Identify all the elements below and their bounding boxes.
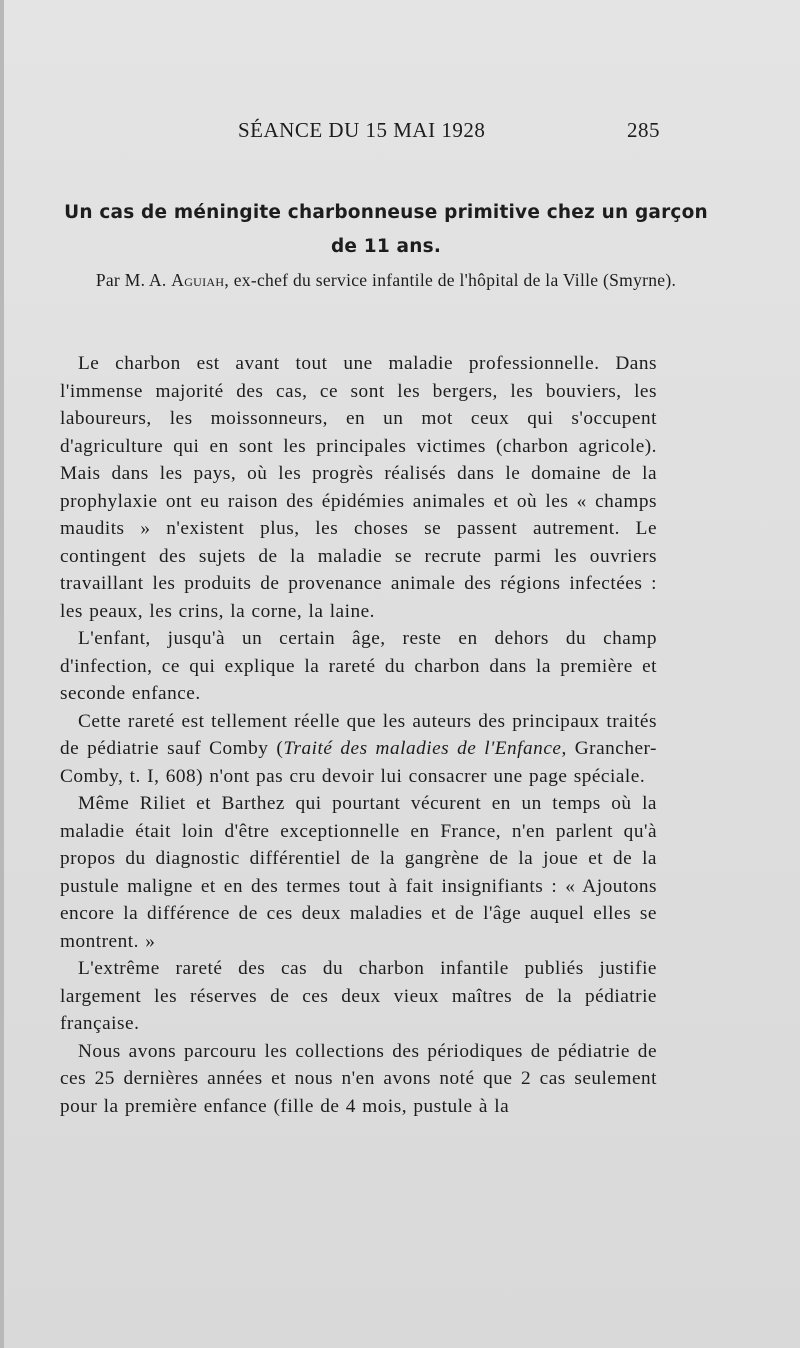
article-title: Un cas de méningite charbonneuse primitive chez un garçon de 11 ans. — [64, 202, 708, 257]
author-name: Aguiah — [171, 270, 225, 290]
running-head — [60, 118, 660, 148]
running-title: SÉANCE DU 15 MAI 1928 — [238, 118, 486, 142]
paragraph-1: Le charbon est avant tout une maladie professionnelle. Dans l'immense majorité des cas, ce sont les bergers, les bouviers, les laboureurs, les moissonneurs, en un mot ceux qui s'occupent d'agriculture qui en sont les principales victimes (charbon agricole). Mais dans les pays, où les progrès réalisés dans le domaine de la prophylaxie ont eu raison des épidémies animales et où les « champs maudits » n'existent plus, les choses se passent autrement. Le contingent des sujets de la maladie se recrute parmi les ouvriers travaillant les produits de provenance animale des régions infectées : les peaux, les crins, la corne, la laine. — [60, 353, 657, 622]
book-title-citation: Traité des maladies de l'Enfance — [283, 738, 562, 759]
paragraph-3-start: Cette rareté est tellement réelle que les auteurs des principaux traités de pédiatrie sauf Comby ( — [60, 710, 657, 759]
page-number: 285 — [627, 118, 660, 142]
paragraph-4: Même Riliet et Barthez qui pourtant vécurent en un temps où la maladie était loin d'être exceptionnelle en France, n'en parlent qu'à propos du diagnostic différentiel de la gangrène de la joue et de la pustule maligne et en des termes tout à fait insignifiants : « Ajoutons encore la différence de ces deux maladies et de l'âge auquel elles se montrent. » — [60, 793, 657, 952]
paragraph-3 — [60, 708, 657, 791]
paragraph-6: Nous avons parcouru les collections des périodiques de pédiatrie de ces 25 dernières années et nous n'en avons noté que 2 cas seulement pour la première enfance (fille de 4 mois, pustule à la — [60, 1040, 657, 1117]
byline-affiliation: , ex-chef du service infantile de l'hôpital de la Ville (Smyrne). — [224, 270, 677, 290]
paragraph-3-end: , Grancher-Comby, t. I, 608) n'ont pas cru devoir lui consacrer une page spéciale. — [60, 738, 657, 787]
byline — [60, 267, 712, 294]
page-edge-shadow — [0, 0, 4, 1348]
byline-prefix: Par M. A. — [95, 270, 172, 290]
article-body — [60, 350, 657, 1120]
paragraph-2: L'enfant, jusqu'à un certain âge, reste en dehors du champ d'infection, ce qui explique la rareté du charbon dans la première et seconde enfance. — [60, 628, 657, 704]
paragraph-5: L'extrême rareté des cas du charbon infantile publiés justifie largement les réserves de ces deux vieux maîtres de la pédiatrie française. — [60, 958, 657, 1034]
